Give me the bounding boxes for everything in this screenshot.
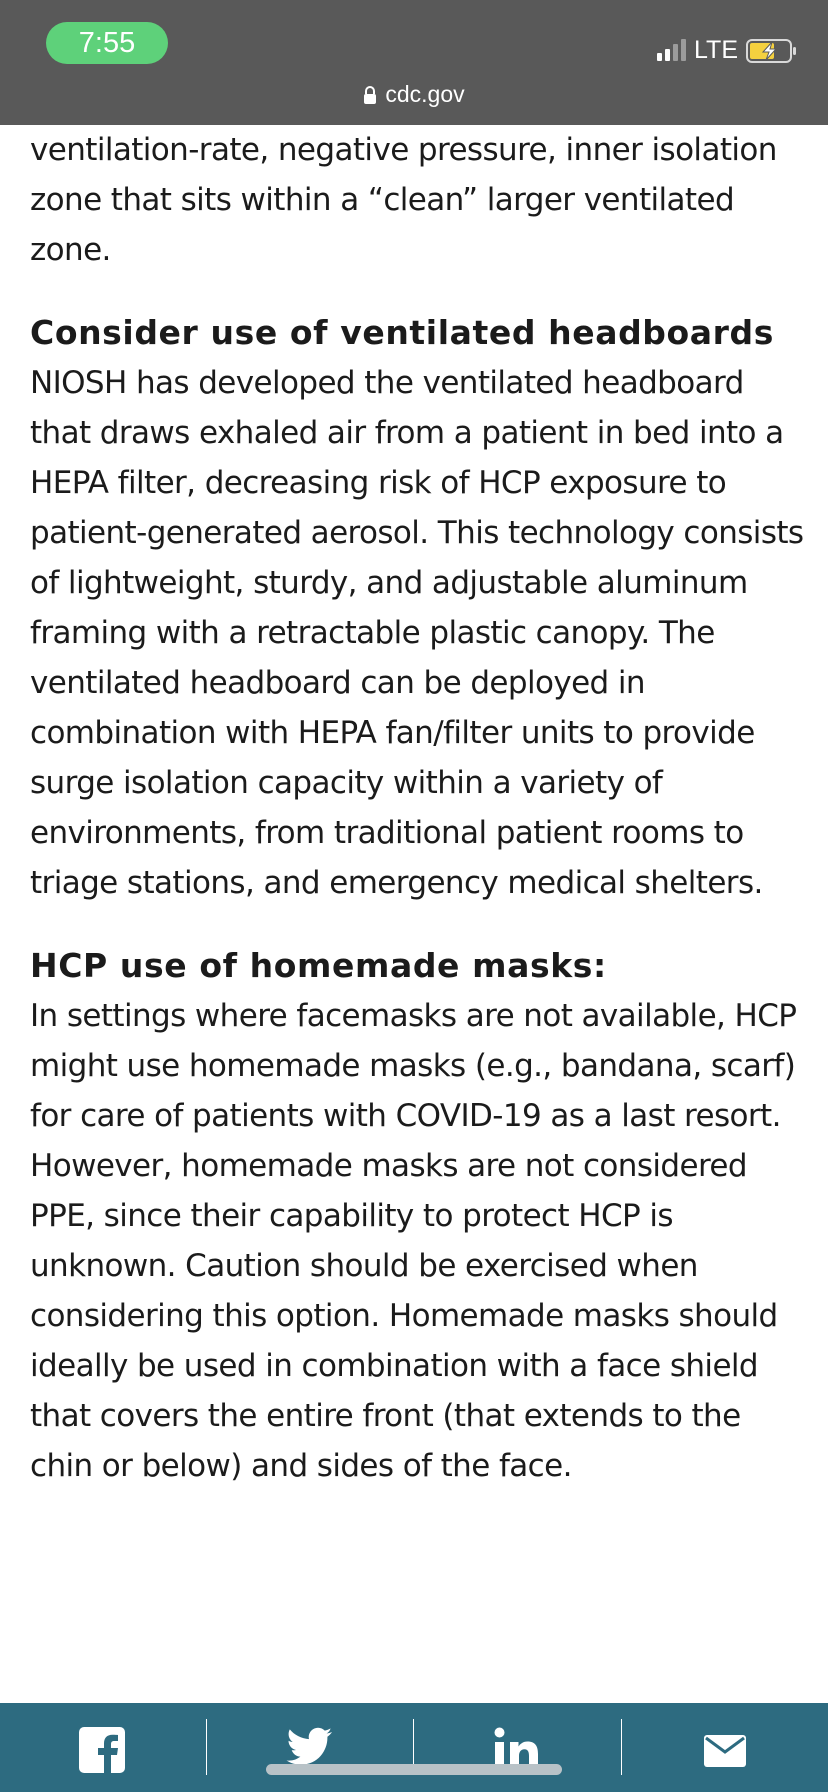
signal-strength-icon: [657, 39, 686, 61]
address-bar[interactable]: [0, 78, 828, 112]
twitter-icon: [285, 1727, 333, 1767]
status-time[interactable]: 7:55: [46, 22, 168, 64]
lock-icon: [363, 80, 377, 112]
facebook-icon: [79, 1727, 125, 1773]
share-email-button[interactable]: [621, 1703, 828, 1792]
section-heading-homemade-masks: HCP use of homemade masks:: [30, 946, 607, 985]
section-heading-ventilated-headboards: Consider use of ventilated headboards: [30, 313, 775, 352]
section-body-homemade-masks: In settings where facemasks are not available, HCP might use homemade masks (e.g., bandana, scarf) for care of patients with COVID-19 as a last resort. However, homemade masks are not considered PPE, since their capability to protect HCP is unknown. Caution should be exercised when considering this option. Homemade masks should ideally be used in combination with a face shield that covers the entire front (that extends to the chin or below) and sides of the face.: [30, 998, 797, 1484]
battery-charging-icon: [746, 39, 794, 61]
status-bar: [0, 0, 828, 125]
share-facebook-button[interactable]: [0, 1703, 207, 1792]
article-content: [30, 125, 805, 1491]
status-indicators: [657, 34, 794, 66]
address-url: cdc.gov: [385, 81, 465, 107]
share-twitter-button[interactable]: [207, 1703, 414, 1792]
section-body-ventilated-headboards: NIOSH has developed the ventilated headboard that draws exhaled air from a patient in bed into a HEPA filter, decreasing risk of HCP exposure to patient-generated aerosol. This technology consists of lightweight, sturdy, and adjustable aluminum framing with a retractable plastic canopy. The ventilated headboard can be deployed in combination with HEPA fan/filter units to provide surge isolation capacity within a variety of environments, from traditional patient rooms to triage stations, and emergency medical shelters.: [30, 365, 804, 901]
share-linkedin-button[interactable]: [414, 1703, 621, 1792]
network-type: LTE: [694, 35, 738, 64]
share-bar: [0, 1703, 828, 1792]
home-indicator[interactable]: [266, 1764, 562, 1775]
intro-paragraph: ventilation-rate, negative pressure, inner isolation zone that sits within a “clean” larger ventilated zone.: [30, 132, 777, 268]
email-icon: [704, 1735, 746, 1767]
